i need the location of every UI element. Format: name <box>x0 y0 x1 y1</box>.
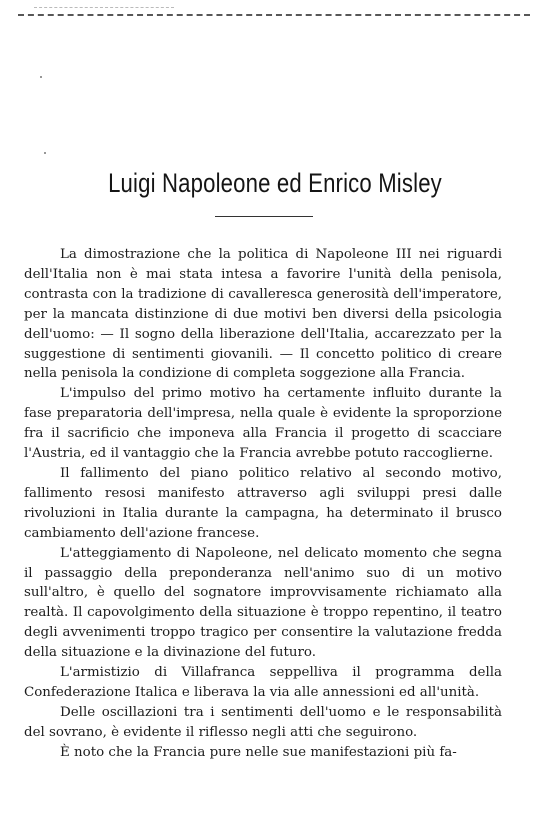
body-text <box>24 245 502 763</box>
page-edge-artifact <box>34 7 174 8</box>
paragraph: Il fallimento del piano politico relativo al secondo motivo, fallimento resosi manifesto attraverso agli sviluppi presi dalle rivoluzioni in Italia durante la campagna, ha determinato il brusco cambiamento dell'azione francese. <box>24 465 502 541</box>
scan-speck <box>44 152 46 154</box>
header-rule <box>18 14 530 16</box>
title-underline <box>215 216 313 217</box>
paragraph: L'impulso del primo motivo ha certamente influito durante la fase preparatoria dell'impresa, nella quale è evidente la sproporzione fra il sacrificio che imponeva alla Francia il progetto di scacciare l'Austria, ed il vantaggio che la Francia avrebbe potuto raccoglierne. <box>24 386 502 462</box>
paragraph: È noto che la Francia pure nelle sue manifestazioni più fa- <box>60 744 457 760</box>
paragraph: L'armistizio di Villafranca seppelliva il programma della Confederazione Italica e liberava la via alle annessioni ed all'unità. <box>24 665 502 700</box>
chapter-title: Luigi Napoleone ed Enrico Misley <box>108 168 442 198</box>
paragraph: La dimostrazione che la politica di Napoleone III nei riguardi dell'Italia non è mai stata intesa a favorire l'unità della penisola, contrasta con la tradizione di cavalleresca generosità dell'imperatore, per la mancata distinzione di due motivi ben diversi della psicologia dell'uomo: — Il sogno della liberazione dell'Italia, accarezzato per la suggestione di sentimenti giovanili. — Il concetto politico di creare nella penisola la condizione di completa soggezione alla Francia. <box>24 247 502 382</box>
scan-speck <box>40 76 42 78</box>
paragraph: Delle oscillazioni tra i sentimenti dell'uomo e le responsabilità del sovrano, è evidente il riflesso negli atti che seguirono. <box>24 704 502 740</box>
paragraph: L'atteggiamento di Napoleone, nel delicato momento che segna il passaggio della preponderanza nell'animo suo di un motivo sull'altro, è quello del sognatore improvvisamente richiamato alla realtà. Il capovolgimento della situazione è troppo repentino, il teatro degli avvenimenti troppo tragico per consentire la valutazione fredda della situazione e la divinazione del futuro. <box>24 545 502 661</box>
